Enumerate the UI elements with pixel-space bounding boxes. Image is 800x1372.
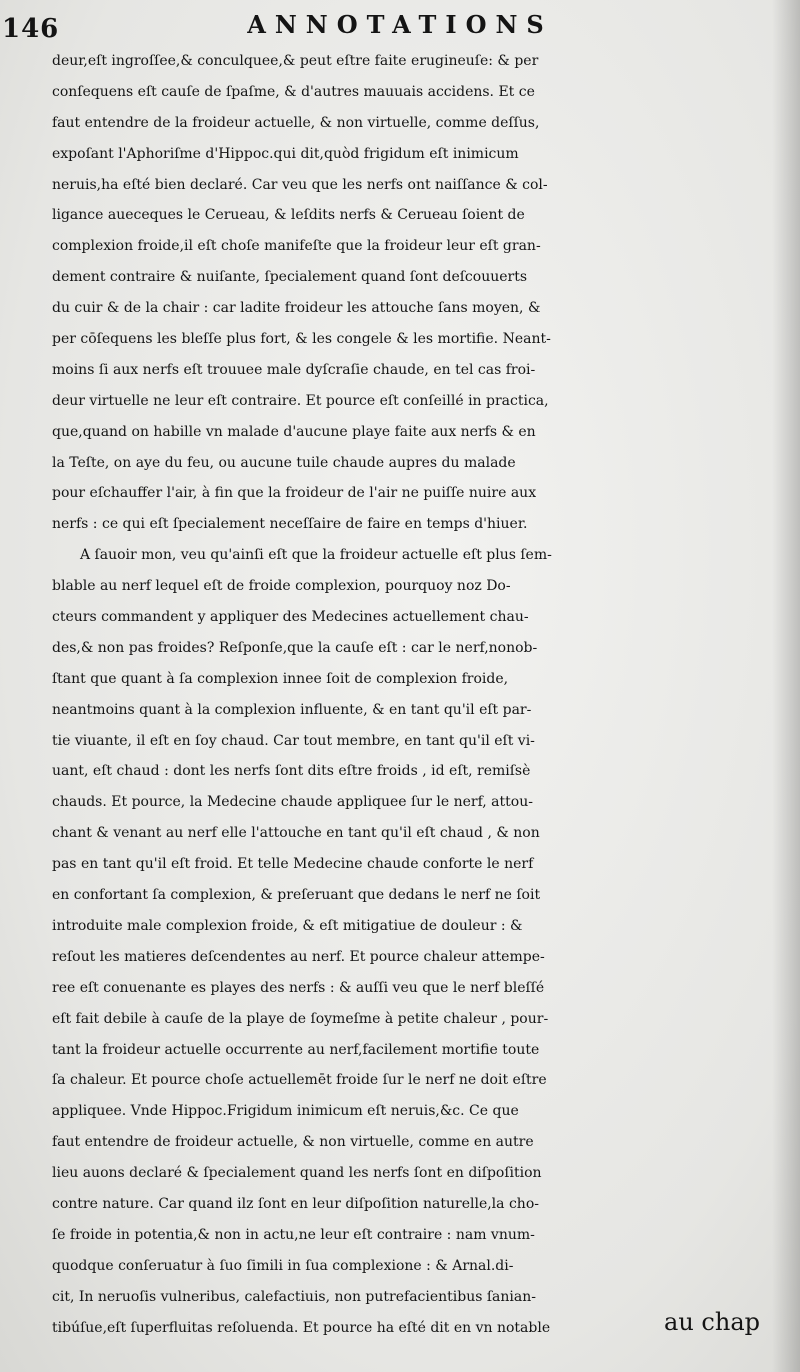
text-line: du cuir & de la chair : car ladite froideur les attouche ſans moyen, & — [52, 300, 541, 317]
text-line: per cōſequens les bleſſe plus fort, & les congele & les mortifie. Neant- — [52, 331, 551, 348]
text-line: deur virtuelle ne leur eſt contraire. Et pource eſt conſeillé in practica, — [52, 392, 549, 409]
text-line: ſtant que quant à ſa complexion innee ſoit de complexion froide, — [52, 670, 509, 687]
text-line: que,quand on habille vn malade d'aucune playe faite aux nerfs & en — [52, 423, 536, 440]
text-line: des,& non pas froides? Reſponſe,que la cauſe eſt : car le nerf,nonob- — [52, 639, 538, 656]
text-line: la Teſte, on aye du feu, ou aucune tuile chaude aupres du malade — [52, 454, 516, 471]
text-line: moins ſi aux nerfs eſt trouuee male dyſcraſie chaude, en tel cas froi- — [52, 361, 536, 378]
text-line: faut entendre de froideur actuelle, & non virtuelle, comme en autre — [52, 1134, 534, 1151]
text-line: conſequens eſt cauſe de ſpaſme, & d'autres mauuais accidens. Et ce — [52, 83, 535, 100]
text-line: ligance aueceques le Cerueau, & leſdits nerfs & Cerueau ſoient de — [52, 207, 525, 224]
text-line: introduite male complexion froide, & eſt mitigatiue de douleur : & — [52, 917, 523, 934]
text-line: tie viuante, il eſt en ſoy chaud. Car tout membre, en tant qu'il eſt vi- — [52, 732, 535, 749]
text-line: ſa chaleur. Et pource choſe actuellemēt froide ſur le nerf ne doit eſtre — [52, 1072, 547, 1089]
text-line: neantmoins quant à la complexion influente, & en tant qu'il eſt par- — [52, 701, 532, 718]
text-line: ree eſt conuenante es playes des nerfs : & auſſi veu que le nerf bleſſé — [52, 979, 545, 996]
text-line: dement contraire & nuiſante, ſpecialement quand ſont deſcouuerts — [52, 269, 528, 286]
text-line: appliquee. Vnde Hippoc.Frigidum inimicum eſt neruis,&c. Ce que — [52, 1103, 519, 1120]
text-line: pas en tant qu'il eſt froid. Et telle Medecine chaude conforte le nerf — [52, 856, 534, 873]
text-line: chant & venant au nerf elle l'attouche en tant qu'il eſt chaud , & non — [52, 825, 540, 842]
text-line: cteurs commandent y appliquer des Medecines actuellement chau- — [52, 609, 529, 626]
text-line: en confortant ſa complexion, & preſeruant que dedans le nerf ne ſoit — [52, 887, 541, 904]
catchword: au chap — [664, 1308, 760, 1336]
page-gutter-shadow — [772, 0, 800, 1372]
text-line: deur,eſt ingroſſee,& conculquee,& peut eſtre faite erugineuſe: & per — [52, 53, 539, 69]
text-line: cit, In neruoſis vulneribus, calefactiuis, non putrefacientibus ſanian- — [52, 1288, 536, 1305]
text-line: quodque conſeruatur à ſuo ſimili in ſua complexione : & Arnal.di- — [52, 1257, 514, 1274]
running-title: ANNOTATIONS — [247, 10, 553, 39]
text-line: complexion froide,il eſt choſe manifeſte que la froideur leur eſt gran- — [52, 238, 541, 255]
text-line: faut entendre de la froideur actuelle, & non virtuelle, comme deſſus, — [52, 114, 540, 131]
text-line: A ſauoir mon, veu qu'ainſi eſt que la froideur actuelle eſt plus ſem- — [80, 547, 552, 564]
text-line: uant, eſt chaud : dont les nerfs ſont dits eſtre froids , id eſt, remiſsè — [52, 763, 531, 780]
text-line: tibúſue,eſt ſuperfluitas reſoluenda. Et pource ha eſté dit en vn notable — [52, 1319, 551, 1336]
text-line: ſe froide in potentia,& non in actu,ne leur eſt contraire : nam vnum- — [52, 1226, 535, 1243]
text-line: pour eſchauffer l'air, à fin que la froideur de l'air ne puiſſe nuire aux — [52, 485, 537, 502]
text-line: eſt fait debile à cauſe de la playe de ſoymeſme à petite chaleur , pour- — [52, 1010, 549, 1027]
text-line: nerfs : ce qui eſt ſpecialement neceſſaire de faire en temps d'hiuer. — [52, 516, 528, 533]
text-line: blable au nerf lequel eſt de froide complexion, pourquoy noz Do- — [52, 578, 511, 595]
page-number: 146 — [2, 14, 60, 44]
body-text — [52, 46, 772, 1343]
text-line: tant la froideur actuelle occurrente au nerf,facilement mortifie toute — [52, 1041, 540, 1058]
text-line: expoſant l'Aphoriſme d'Hippoc.qui dit,quòd frigidum eſt inimicum — [52, 145, 519, 162]
text-line: lieu auons declaré & ſpecialement quand les nerfs ſont en diſpoſition — [52, 1165, 542, 1182]
text-line: reſout les matieres deſcendentes au nerf. Et pource chaleur attempe- — [52, 948, 545, 965]
text-line: chauds. Et pource, la Medecine chaude appliquee ſur le nerf, attou- — [52, 794, 533, 811]
text-line: contre nature. Car quand ilz ſont en leur diſpoſition naturelle,la cho- — [52, 1195, 539, 1212]
text-line: neruis,ha eſté bien declaré. Car veu que les nerfs ont naiſſance & col- — [52, 176, 548, 193]
